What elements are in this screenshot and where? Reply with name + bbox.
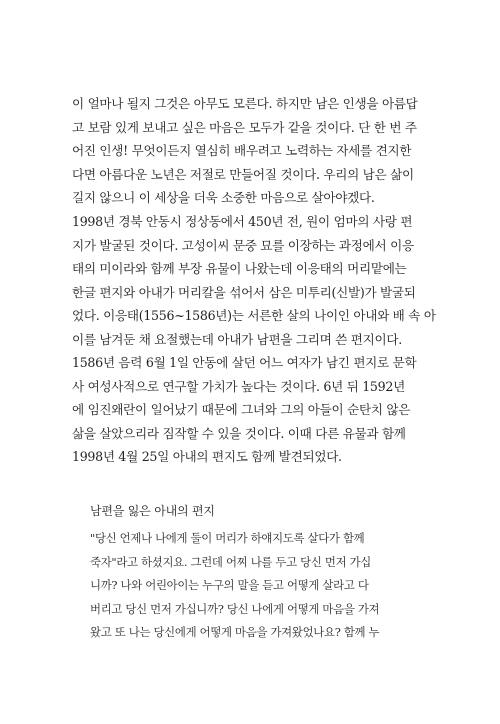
letter-line: 죽자"라고 하셨지요. 그런데 어찌 나를 두고 당신 먼저 가십 xyxy=(90,554,372,569)
letter-line: "당신 언제나 나에게 둘이 머리가 하얘지도록 살다가 함께 xyxy=(90,531,365,545)
text-line: 었다. 이응태(1556~1586년)는 서른한 살의 나이인 아내와 배 속 아 xyxy=(72,308,436,323)
text-line: 에 임진왜란이 일어났기 때문에 그녀와 그의 아들이 순탄치 않은 xyxy=(72,402,411,417)
text-line: 1998년 경북 안동시 정상동에서 450년 전, 원이 엄마의 사랑 편 xyxy=(72,214,413,229)
letter-line: 왔고 또 나는 당신에게 어떻게 마음을 가져왔었나요? 함께 누 xyxy=(90,625,380,639)
paragraph-letter-discovery xyxy=(72,210,436,469)
text-line: 지가 발굴된 것이다. 고성이씨 문중 묘를 이장하는 과정에서 이응 xyxy=(72,237,414,253)
text-line: 한글 편지와 아내가 머리칼을 섞어서 삼은 미투리(신발)가 발굴되 xyxy=(72,284,416,300)
text-line: 삶을 살았으리라 짐작할 수 있을 것이다. 이때 다른 유물과 함께 xyxy=(72,425,406,441)
text-line: 이를 남겨둔 채 요절했는데 아내가 남편을 그리며 쓴 편지이다. xyxy=(72,331,402,347)
text-line: 1586년 음력 6월 1일 안동에 살던 어느 여자가 남긴 편지로 문학 xyxy=(72,355,417,370)
letter-line: 니까? 나와 어린아이는 누구의 말을 듣고 어떻게 살라고 다 xyxy=(90,578,369,592)
letter-title: 남편을 잃은 아내의 편지 xyxy=(90,504,215,518)
letter-line: 버리고 당신 먼저 가십니까? 당신 나에게 어떻게 마음을 가져 xyxy=(90,601,380,616)
text-line: 1998년 4월 25일 아내의 편지도 함께 발견되었다. xyxy=(72,449,342,464)
text-line: 이 얼마나 될지 그것은 아무도 모른다. 하지만 남은 인생을 아름답 xyxy=(72,96,418,111)
letter-quote xyxy=(90,527,435,645)
text-line: 다면 아름다운 노년은 저절로 만들어질 것이다. 우리의 남은 삶이 xyxy=(72,166,414,182)
text-line: 길지 않으니 이 세상을 더욱 소중한 마음으로 살아야겠다. xyxy=(72,190,375,205)
text-line: 어진 인생! 무엇이든지 열심히 배우려고 노력하는 자세를 견지한 xyxy=(72,143,412,158)
text-line: 태의 미이라와 함께 부장 유물이 나왔는데 이응태의 머리맡에는 xyxy=(72,261,407,276)
paragraph-reflection xyxy=(72,92,430,210)
text-line: 사 여성사적으로 연구할 가치가 높다는 것이다. 6년 뒤 1592년 xyxy=(72,378,405,394)
text-line: 고 보람 있게 보내고 싶은 마음은 모두가 같을 것이다. 단 한 번 주 xyxy=(72,119,417,135)
